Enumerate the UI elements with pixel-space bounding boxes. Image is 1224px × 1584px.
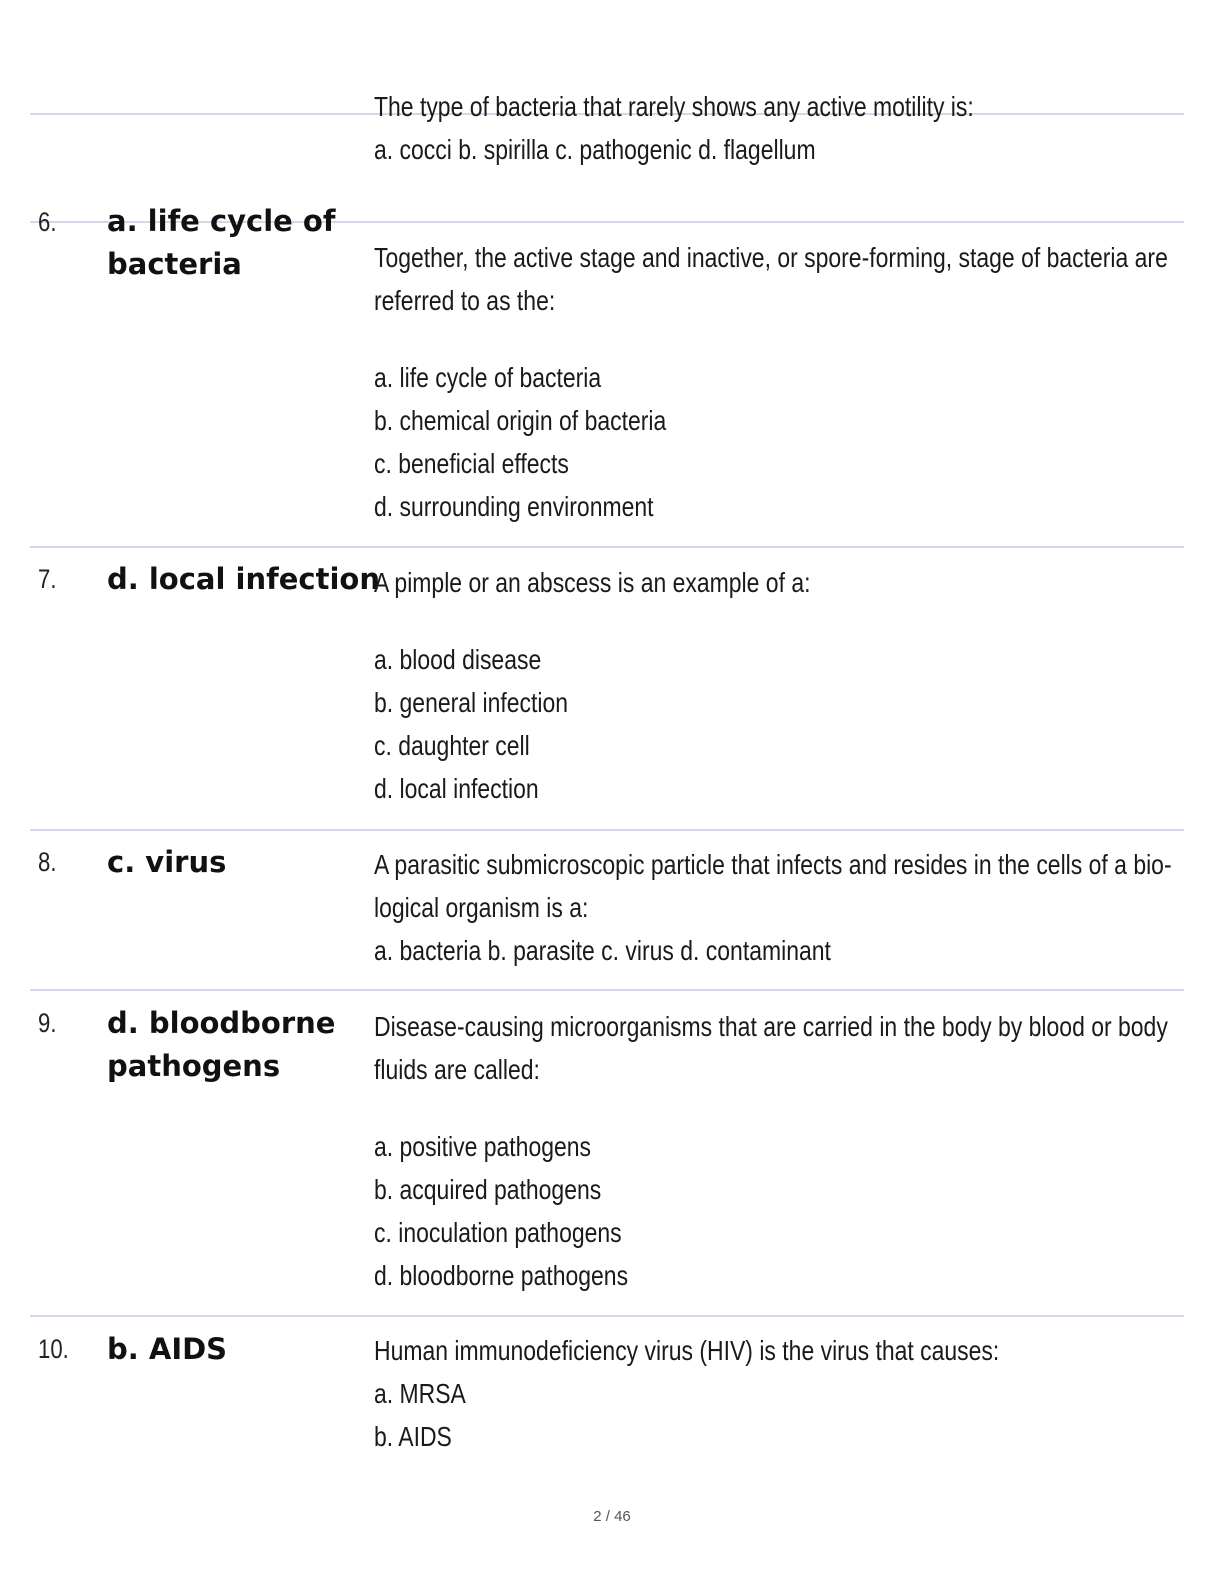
- intro-question: [374, 85, 1153, 171]
- item-answer: d. local infection: [107, 562, 380, 596]
- item-question: [374, 561, 1153, 810]
- option-line: b. general infection: [374, 687, 569, 718]
- item-number: 9.: [38, 1008, 57, 1038]
- item-number: 6.: [38, 207, 57, 237]
- item-answer: d. bloodborne pathogens: [107, 1006, 336, 1083]
- question-line: logical organism is a:: [374, 892, 589, 923]
- question-line: fluids are called:: [374, 1054, 540, 1085]
- option-line: d. surrounding environment: [374, 491, 654, 522]
- option-line: a. blood disease: [374, 644, 542, 675]
- option-line: b. acquired pathogens: [374, 1174, 602, 1205]
- item-question: [374, 1005, 1168, 1297]
- page-indicator: 2 / 46: [593, 1508, 631, 1525]
- item-number: 10.: [38, 1334, 69, 1364]
- question-options-line: a. bacteria b. parasite c. virus d. contaminant: [374, 935, 831, 966]
- option-line: a. life cycle of bacteria: [374, 362, 602, 393]
- option-line: c. beneficial effects: [374, 448, 569, 479]
- divider: [30, 829, 1184, 831]
- item-question: [374, 1329, 1153, 1458]
- option-line: b. chemical origin of bacteria: [374, 405, 667, 436]
- option-line: b. AIDS: [374, 1421, 452, 1452]
- item-number: 7.: [38, 564, 57, 594]
- option-line: a. MRSA: [374, 1378, 466, 1409]
- option-line: d. bloodborne pathogens: [374, 1260, 629, 1291]
- question-options-line: a. cocci b. spirilla c. pathogenic d. flagellum: [374, 134, 816, 165]
- question-line: The type of bacteria that rarely shows any active motility is:: [374, 91, 974, 122]
- option-line: d. local infection: [374, 773, 539, 804]
- item-answer: c. virus: [107, 845, 227, 879]
- option-line: a. positive pathogens: [374, 1131, 592, 1162]
- question-line: Together, the active stage and inactive, or spore-forming, stage of bacteria are: [374, 242, 1168, 273]
- divider: [30, 1315, 1184, 1317]
- item-answer: b. AIDS: [107, 1332, 228, 1366]
- question-line: Human immunodeficiency virus (HIV) is the virus that causes:: [374, 1335, 1000, 1366]
- item-number: 8.: [38, 847, 57, 877]
- question-line: Disease-causing microorganisms that are carried in the body by blood or body: [374, 1011, 1168, 1042]
- item-question: [374, 236, 1168, 528]
- option-line: c. daughter cell: [374, 730, 530, 761]
- divider: [30, 546, 1184, 548]
- divider: [30, 989, 1184, 991]
- item-question: [374, 843, 1172, 972]
- option-line: c. inoculation pathogens: [374, 1217, 622, 1248]
- question-line: A pimple or an abscess is an example of a:: [374, 567, 811, 598]
- question-line: referred to as the:: [374, 285, 556, 316]
- item-answer: a. life cycle of bacteria: [107, 204, 336, 281]
- question-line: A parasitic submicroscopic particle that infects and resides in the cells of a bio-: [374, 849, 1172, 880]
